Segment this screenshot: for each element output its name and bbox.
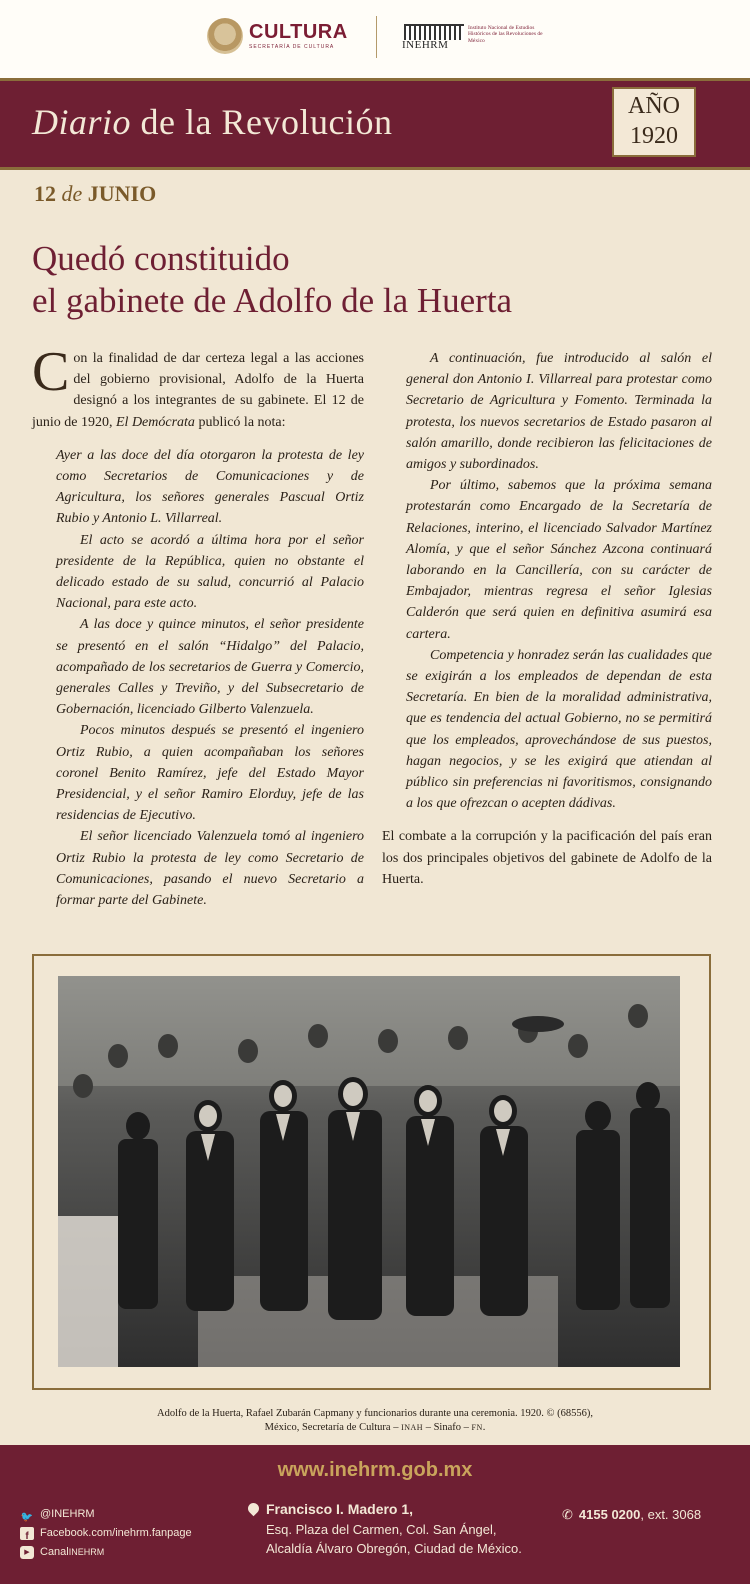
title-italic: Diario [32, 102, 132, 142]
youtube-link[interactable] [20, 1543, 192, 1562]
address-line-1: Francisco I. Madero 1, [266, 1501, 414, 1517]
phone-icon: ✆ [562, 1507, 573, 1522]
inehrm-description: Instituto Nacional de Estudios Históricos de las Revoluciones de México [468, 25, 543, 44]
caption-credit-a: México, Secretaría de Cultura – [264, 1422, 402, 1433]
caption-credit-c: . [482, 1422, 486, 1433]
quote-paragraph-6: A continuación, fue introducido al salón el general don Antonio I. Villarreal para protestar como Secretario de Agricultura y Fomento. Terminada la protesta, los nuevos secretarios de Estado pasaron al salón amarillo, donde recibieron las felicitaciones de amigos y subordinados. [406, 351, 712, 473]
headline-line-2: el gabinete de Adolfo de la Huerta [32, 281, 513, 320]
year-value: 1920 [630, 123, 678, 149]
youtube-icon: ▶ [20, 1546, 34, 1559]
phone-extension: , ext. 3068 [640, 1507, 702, 1522]
cultura-subtitle: SECRETARÍA DE CULTURA [249, 44, 335, 50]
article-column-right [382, 348, 712, 890]
entry-date [34, 181, 156, 207]
header-logos [0, 0, 750, 78]
quote-paragraph-5: El señor licenciado Valenzuela tomó al ingeniero Ortiz Rubio la protesta de ley como Secretario de Comunicaciones, pasando el nuevo Secretario a formar parte del Gabinete. [56, 829, 364, 909]
publication-title [32, 101, 392, 143]
facebook-url: Facebook.com/inehrm.fanpage [40, 1527, 192, 1539]
quote-paragraph-4: Pocos minutos después se presentó el ingeniero Ortiz Rubio, a quien acompañaban los señores coronel Benito Ramírez, jefe del Estado Mayor Presidencial, y el señor Ramiro Elorduy, jefe de las residencias de Ejecutivo. [56, 723, 364, 824]
inehrm-logo[interactable] [400, 24, 550, 58]
footer [0, 1445, 750, 1584]
photo-caption [60, 1407, 690, 1435]
website-link[interactable]: www.inehrm.gob.mx [277, 1459, 473, 1481]
title-band [0, 78, 750, 170]
phone-number: 4155 0200 [578, 1507, 641, 1522]
article-column-left [32, 341, 364, 911]
date-month: JUNIO [87, 181, 157, 206]
address-line-3: Alcaldía Álvaro Obregón, Ciudad de México. [266, 1541, 522, 1556]
caption-fn: FN [471, 1423, 483, 1432]
facebook-icon: f [20, 1527, 34, 1540]
inehrm-wordmark: INEHRM [402, 39, 449, 51]
article-headline [32, 238, 712, 322]
intro-text-b: publicó la nota: [194, 414, 286, 430]
building-icon [404, 24, 464, 40]
address-line-2: Esq. Plaza del Carmen, Col. San Ángel, [266, 1522, 497, 1537]
intro-paragraph [32, 341, 364, 433]
youtube-prefix: Canal [40, 1546, 69, 1558]
headline-line-1: Quedó constituido [32, 239, 290, 278]
caption-line-2 [60, 1421, 690, 1435]
quote-paragraph-2: El acto se acordó a última hora por el señor presidente de la República, quien no obstante el delicado estado de su salud, concurrió al Palacio Nacional, para este acto. [56, 532, 364, 612]
eagle-seal-icon [207, 18, 243, 54]
logo-divider [376, 16, 377, 58]
quote-paragraph-1: Ayer a las doce del día otorgaron la protesta de ley como Secretarios de Comunicaciones y de Agricultura, los señores generales Pascual Ortiz Rubio y Antonio L. Villarreal. [56, 447, 364, 527]
intro-text-a: on la finalidad de dar certeza legal a las acciones del gobierno provisional, Adolfo de la Huerta designó a los integrantes de su gabinete. El 12 de junio de 1920, [32, 351, 364, 430]
quote-paragraph-3: A las doce y quince minutos, el señor presidente se presentó en el salón “Hidalgo” del Palacio, acompañado de los secretarios de Guerra y Comercio, generales Calles y Treviño, y del Subsecretario de Gobernación, licenciado Gilberto Valenzuela. [56, 617, 364, 718]
twitter-handle: @INEHRM [40, 1508, 95, 1520]
cultura-wordmark: CULTURA [249, 21, 348, 43]
twitter-link[interactable] [20, 1505, 192, 1524]
quote-paragraph-7: Por último, sabemos que la próxima semana protestarán como Encargado de la Secretaría de Relaciones, interino, el licenciado Salvador Martínez Alomía, y que el señor Sánchez Azcona continuará laborando en la Cancillería, con su carácter de Embajador, mientras regresa el señor Iglesias Calderón que será quien en definitiva asumirá esa cartera. [406, 478, 712, 642]
facebook-link[interactable] [20, 1524, 192, 1543]
title-rest: de la Revolución [131, 102, 393, 142]
caption-line-1: Adolfo de la Huerta, Rafael Zubarán Capmany y funcionarios durante una ceremonia. 1920. © (68556), [157, 1408, 593, 1419]
phone-block[interactable] [562, 1507, 701, 1523]
social-links [20, 1505, 192, 1562]
date-de: de [61, 181, 83, 206]
year-box [612, 87, 696, 157]
caption-credit-b: – Sinafo – [423, 1422, 472, 1433]
cultura-logo[interactable] [207, 18, 357, 58]
historical-photo [58, 976, 680, 1367]
youtube-name: INEHRM [68, 1547, 105, 1557]
closing-paragraph: El combate a la corrupción y la pacificación del país eran los dos principales objetivos del gabinete de Adolfo de la Huerta. [382, 829, 712, 887]
twitter-icon: 🐦 [20, 1512, 34, 1523]
photo-illustration [58, 976, 680, 1367]
year-label: AÑO [628, 93, 680, 119]
date-day: 12 [34, 181, 56, 206]
drop-cap: C [32, 341, 70, 403]
quote-paragraph-8: Competencia y honradez serán las cualidades que se exigirán a los empleados de dependan de esta Secretaría. En bien de la moralidad administrativa, que es tendencia del actual Gobierno, no se permitirá que los empleados, aprovechándose de sus puestos, hagan negocios, y se les exigirá que atiendan al público sin preferencias ni favoritismos, consignando a los que ofrezcan o acepten dádivas. [406, 647, 712, 812]
location-pin-icon [246, 1501, 262, 1517]
caption-inah: INAH [401, 1423, 424, 1432]
newspaper-name: El Demócrata [116, 414, 195, 430]
